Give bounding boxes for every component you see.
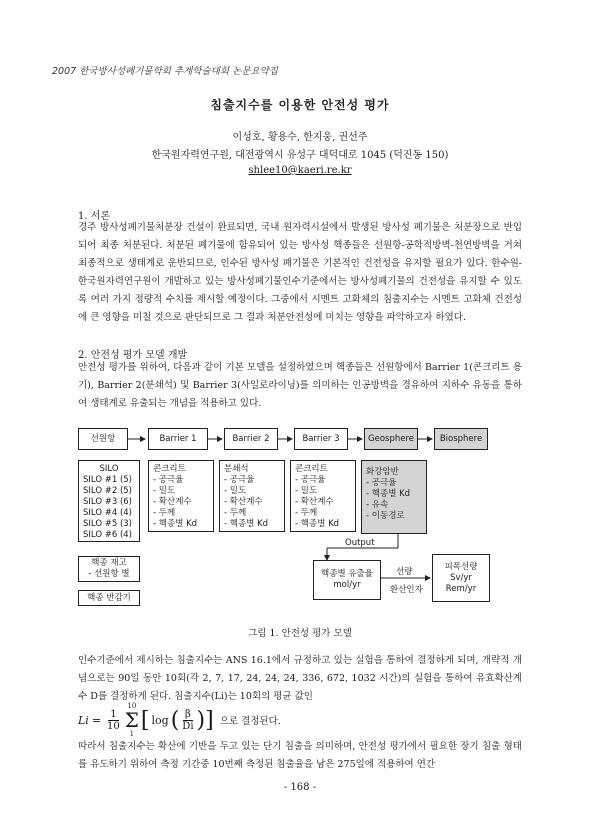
silo-line: SILO #4 (4): [83, 508, 132, 518]
stage-source: 선원항: [78, 428, 128, 450]
output-label: Output: [345, 538, 375, 548]
param-line: - 핵종별 Kd: [366, 489, 411, 499]
inventory-box: [78, 556, 140, 582]
paper-title: 침출지수를 이용한 안전성 평가: [210, 98, 390, 112]
param-line: - 두께: [224, 508, 247, 518]
nuclide-flux-box: [313, 560, 381, 600]
section1-heading: 1. 서론: [78, 211, 111, 222]
formula-suffix: 으로 결정된다.: [219, 716, 281, 727]
affiliation: 한국원자력연구원, 대전광역시 유성구 대덕대로 1045 (덕진동 150): [151, 150, 449, 161]
sum-symbol: 10 Σ 1: [124, 702, 139, 738]
dose-line: Rem/yr: [445, 583, 477, 594]
fraction-denominator: 10: [107, 720, 120, 732]
param-line: 콘크리트: [295, 464, 328, 474]
param-line: - 두께: [295, 508, 318, 518]
authors: 이성호, 황용수, 한지웅, 권선주: [232, 132, 368, 143]
param-line: 콘크리트: [153, 464, 186, 474]
halflife-box: 핵종 반감기: [78, 590, 140, 606]
param-line: - 공극율: [224, 475, 255, 485]
silo-line: SILO #2 (5): [83, 486, 132, 496]
dose-line: Sv/yr: [450, 572, 472, 583]
silo-line: SILO #6 (4): [83, 530, 132, 540]
param-line: - 밀도: [153, 486, 176, 496]
flux-line: mol/yr: [333, 580, 361, 590]
di-symbol: Di: [182, 720, 194, 732]
leach-index-formula: Li = $\frac{1}{10}$ 10 Σ 1 [ log ( $\frac{\beta}{Di}$ ) ] 으로 결정된다.: [78, 702, 281, 738]
fraction-numerator: 1: [110, 708, 117, 720]
param-line: - 공극율: [366, 478, 397, 488]
silo-box: [78, 460, 140, 542]
silo-line: SILO #3 (6): [83, 497, 132, 507]
param-line: 분쇄석: [224, 464, 249, 474]
sum-lower: 1: [129, 730, 135, 738]
barrier1-params: [148, 460, 214, 532]
silo-line: SILO: [99, 464, 119, 474]
silo-line: SILO #5 (3): [83, 519, 132, 529]
page-number: - 168 -: [283, 782, 317, 793]
beta-over-di: [182, 709, 193, 732]
flux-line: 핵종별 유출율: [321, 569, 373, 579]
barrier2-params: [219, 460, 285, 532]
dose-line: 피폭선량: [444, 561, 478, 572]
dose-label: 선량: [396, 567, 413, 577]
param-line: - 핵종별 Kd: [153, 519, 198, 529]
silo-line: SILO #1 (5): [83, 475, 132, 485]
section2-body: 안전성 평가를 위하여, 다음과 같이 기본 모델을 설정하였으며 핵종들은 선원항에서 Barrier 1(콘크리트 용기), Barrier 2(분쇄석) 및 Barrier 3(사일로라이닝)를 의미하는 인공방벽을 경유하여 지하수 유동을 통하여 생태계로 유출되는 개념을 적용하고 있다.: [78, 362, 522, 409]
section2-heading: 2. 안전성 평가 모델 개발: [78, 350, 188, 361]
param-line: - 밀도: [295, 486, 318, 496]
param-line: - 확산계수: [224, 497, 263, 507]
formula-fraction: [107, 709, 120, 732]
param-line: - 이동경로: [366, 511, 405, 521]
stage-geosphere: Geosphere: [364, 428, 418, 450]
param-line: - 확산계수: [153, 497, 192, 507]
param-line: - 공극율: [295, 475, 326, 485]
param-line: - 두께: [153, 508, 176, 518]
inventory-line: - 선원항 별: [88, 569, 130, 579]
geosphere-params: [361, 460, 427, 534]
stage-barrier1: Barrier 1: [148, 428, 208, 450]
dose-box: [432, 554, 490, 602]
param-line: - 핵종별 Kd: [295, 519, 340, 529]
param-line: - 밀도: [224, 486, 247, 496]
section3-body2: 따라서 침출지수는 확산에 기반을 두고 있는 단기 침출을 의미하며, 안전성 평가에서 필요한 장기 침출 형태를 유도하기 위하여 측정 기간중 10번째 측정된 침출율을 남은 275일에 적용하여 연간: [78, 741, 522, 770]
conference-header: 2007 한국방사성폐기물학회 추계학술대회 논문요약집: [52, 66, 278, 77]
formula-lhs: Li: [78, 713, 89, 727]
stage-barrier2: Barrier 2: [224, 428, 278, 450]
param-line: - 유속: [366, 500, 389, 510]
beta-symbol: β: [185, 708, 191, 720]
param-line: 화강암반: [366, 467, 399, 477]
formula-equals: =: [91, 713, 102, 727]
inventory-line: 핵종 재고: [91, 558, 127, 568]
param-line: - 공극율: [153, 475, 184, 485]
barrier3-params: [290, 460, 356, 532]
formula-log: log: [151, 713, 169, 727]
param-line: - 핵종별 Kd: [224, 519, 269, 529]
section1-body: 경주 방사성폐기물처분장 건설이 완료되면, 국내 원자력시설에서 발생된 방사성 폐기물은 처분장으로 반입되어 최종 처분된다. 처분된 폐기물에 함유되어 있는 방사성 핵종들은 선원항-공학적방벽-천연방벽을 거쳐 최종적으로 생태계로 운반되므로, 인수된 방사성 폐기물은 기본적인 건전성을 유지할 필요가 있다. 한수원-한국원자력연구원이 개발하고 있는 방사성폐기물인수기준에서는 방사성폐기물의 건전성을 유지할 수 있도록 여러 가지 정량적 수치를 제시할 예정이다. 그중에서 시멘트 고화체의 침출지수는 시멘트 고화체 건전성에 큰 영향을 미칠 것으로 판단되므로 그 결과 처분안전성에 미치는 영향을 파악하고자 하였다.: [78, 222, 522, 323]
stage-biosphere: Biosphere: [434, 428, 488, 450]
param-line: - 확산계수: [295, 497, 334, 507]
conversion-label: 환산인자: [390, 585, 423, 595]
stage-barrier3: Barrier 3: [294, 428, 348, 450]
email-link[interactable]: shlee10@kaeri.re.kr: [248, 165, 352, 176]
section3-body1: 인수기준에서 제시하는 침출지수는 ANS 16.1에서 규정하고 있는 실험을 통하여 결정하게 되며, 개략적 개념으로는 90일 동안 10회(각 2, 7, 17, 24, 24, 24, 336, 672, 1032 시간)의 실험을 통하여 유효확산계수 D를 결정하게 된다. 침출지수(Li)는 10회의 평균 값인: [78, 655, 522, 702]
sum-upper: 10: [127, 702, 137, 710]
figure-caption: 그림 1. 안전성 평가 모델: [248, 628, 352, 639]
